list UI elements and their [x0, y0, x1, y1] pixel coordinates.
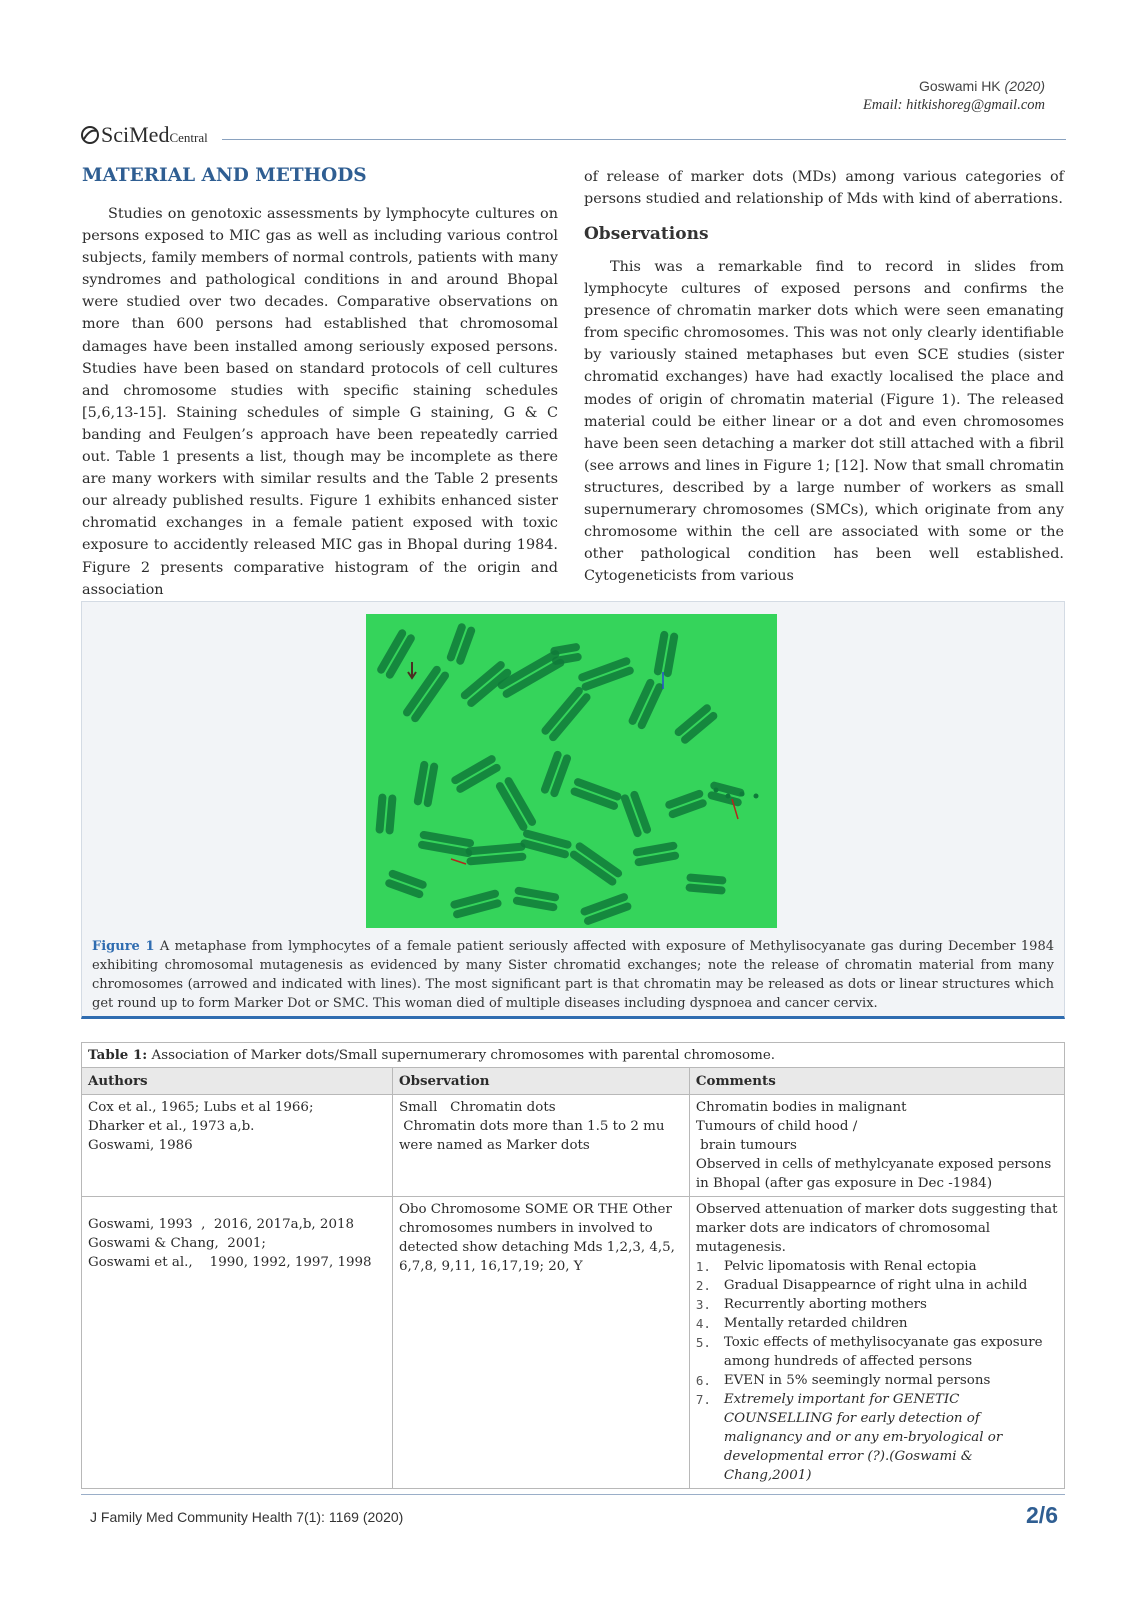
methods-continuation: of release of marker dots (MDs) among various categories of persons studied and relationship of Mds with kind of aberrations.	[584, 169, 1064, 208]
table-caption: Table 1: Association of Marker dots/Small supernumerary chromosomes with parental chromosome.	[82, 1043, 1065, 1068]
chromosome	[450, 754, 502, 795]
table-caption-row	[82, 1043, 1065, 1068]
marker-dot	[754, 794, 759, 799]
chromosome	[550, 643, 583, 666]
header-author: Goswami HK (2020)	[918, 78, 1045, 94]
chromosome	[653, 630, 679, 677]
chromosome	[579, 892, 632, 926]
chromosome-spread-image	[366, 614, 777, 928]
list-item: 1. Pelvic lipomatosis with Renal ectopia	[695, 1259, 977, 1274]
chromosome	[512, 886, 559, 912]
marker-line	[451, 859, 466, 864]
list-item: 6. EVEN in 5% seemingly normal persons	[695, 1373, 991, 1388]
chromosome	[627, 678, 664, 731]
list-item: 4. Mentally retarded children	[695, 1316, 908, 1331]
list-item: 3. Recurrently aborting mothers	[695, 1297, 927, 1312]
chromosome	[664, 789, 708, 820]
header-rule	[222, 139, 1066, 140]
row2-observation: Obo Chromosome SOME OR THE Other chromosomes numbers in involved to detected show detaching Mds 1,2,3, 4,5, 6,7,8, 9,11, 16,17,19; 20, Y	[392, 1197, 689, 1489]
header-comments: Comments	[689, 1068, 1064, 1095]
chromosome	[450, 889, 503, 919]
row1-comments: Chromatin bodies in malignant Tumours of child hood / brain tumours Observed in cells of methylcyanate exposed persons in Bhopal (after gas exposure in Dec -1984)	[689, 1095, 1064, 1197]
row1-authors: Cox et al., 1965; Lubs et al 1966; Dharker et al., 1973 a,b. Goswami, 1986	[82, 1095, 393, 1197]
table-header-row	[82, 1068, 1065, 1095]
header-authors: Authors	[82, 1068, 393, 1095]
chromosome	[673, 703, 719, 746]
chromosome	[577, 656, 635, 692]
list-item: 2. Gradual Disappearnce of right ulna in achild	[695, 1278, 1028, 1293]
chromosome	[417, 830, 474, 857]
observations-heading: Observations	[584, 224, 709, 244]
chromosome	[413, 760, 439, 807]
marker-dot	[726, 794, 731, 799]
page-number: 2/6	[1026, 1502, 1058, 1528]
table-row	[82, 1095, 1065, 1197]
chromosome	[569, 777, 622, 811]
chromosome	[446, 622, 477, 666]
chromosome	[494, 776, 537, 833]
chromosome	[520, 829, 573, 859]
comments-list	[696, 1257, 1058, 1485]
chromosome	[685, 873, 726, 894]
arrow-marker	[408, 662, 416, 678]
list-item: 5. Toxic effects of methylisocyanate gas exposure among hundreds of affected persons	[695, 1335, 1043, 1369]
row2-authors: Goswami, 1993 , 2016, 2017a,b, 2018 Goswami & Chang, 2001; Goswami et al., 1990, 1992, 1997, 1998	[82, 1197, 393, 1489]
chromosome	[632, 841, 679, 867]
row1-observation: Small Chromatin dots Chromatin dots more than 1.5 to 2 mu were named as Marker dots	[392, 1095, 689, 1197]
observations-paragraph: This was a remarkable find to record in slides from lymphocyte cultures of exposed persons and confirms the presence of chromatin marker dots which were seen emanating from specific chromosomes. This was not only clearly identifiable by variously stained metaphases but even SCE studies (sister chromatid exchanges) have had exactly localised the place and modes of origin of chromatin material (Figure 1). The released material could be either linear or a dot and even chromosomes have been seen detaching a marker dot still attached with a fibril (see arrows and lines in Figure 1; [12]. Now that small chromatin structures, described by a large number of workers as small supernumerary chromosomes (SMCs), which originate from any chromosome within the cell are associated with some or the other pathological condition has been well established. Cytogeneticists from various	[584, 259, 1064, 585]
footer-rule	[81, 1494, 1065, 1495]
figure-caption: Figure 1 A metaphase from lymphocytes of a female patient seriously affected with exposure of Methylisocyanate gas during December 1984 exhibiting chromosomal mutagenesis as evidenced by many Sister chromatid exchanges; note the release of chromatin material from many chromosomes (arrowed and indicated with lines). The most significant part is that chromatin may be released as dots or linear structures which get round up to form Marker Dot or SMC. This woman died of multiple diseases including dyspnoea and cancer cervix.	[92, 939, 1054, 1011]
marker-dot	[714, 788, 719, 793]
header-observation: Observation	[392, 1068, 689, 1095]
chromosome	[384, 869, 428, 900]
table-1	[81, 1042, 1065, 1489]
chromosome	[376, 628, 417, 680]
row2-comments: Observed attenuation of marker dots suggesting that marker dots are indicators of chromosomal mutagenesis. 1. Pelvic lipomatosis with Renal ectopia 2. Gradual Disappearnce of right ulna in achild 3. Recurrently aborting mothers 4. Mentally retarded children 5. Toxic effects of methylisocyanate gas exposure among hundreds of affected persons 6. EVEN in 5% seemingly normal persons 7. Extremely important for GENETIC COUNSELLING for early detection of malignancy and or any em-bryological or developmental error (?).(Goswami & Chang,2001)	[689, 1197, 1064, 1489]
chromosome	[465, 842, 526, 865]
list-item: 7. Extremely important for GENETIC COUNSELLING for early detection of malignancy and or any em-bryological or developmental error (?).(Goswami & Chang,2001)	[695, 1392, 1003, 1483]
chromosome	[375, 793, 396, 834]
chromosome	[707, 781, 745, 807]
chromosome	[540, 685, 592, 743]
chromosome	[568, 841, 623, 887]
section-heading: MATERIAL AND METHODS	[82, 165, 367, 186]
metaphase-micrograph	[366, 614, 777, 928]
chromosome	[540, 750, 572, 798]
chromosome	[620, 790, 652, 838]
scimedcentral-logo: SciMed Central	[80, 122, 208, 148]
table-row	[82, 1197, 1065, 1489]
marker-dot	[740, 792, 745, 797]
footer-journal: J Family Med Community Health 7(1): 1169 (2020)	[90, 1509, 404, 1525]
logo-globe-icon	[80, 125, 100, 145]
methods-paragraph: Studies on genotoxic assessments by lymphocyte cultures on persons exposed to MIC gas as well as including various control subjects, family members of normal controls, patients with many syndromes and pathological conditions in and around Bhopal were studied over two decades. Comparative observations on more than 600 persons had established that chromosomal damages have been installed among seriously exposed persons. Studies have been based on standard protocols of cell cultures and chromosome studies with specific staining schedules [5,6,13-15]. Staining schedules of simple G staining, G & C banding and Feulgen’s approach have been repeatedly carried out. Table 1 presents a list, though may be incomplete as there are many workers with similar results and the Table 2 presents our already published results. Figure 1 exhibits enhanced sister chromatid exchanges in a female patient exposed with toxic exposure to accidently released MIC gas in Bhopal during 1984. Figure 2 presents comparative histogram of the origin and association	[82, 206, 558, 598]
figure-label: Figure 1	[92, 939, 155, 954]
header-email: Email: hitkishoreg@gmail.com	[863, 97, 1045, 113]
